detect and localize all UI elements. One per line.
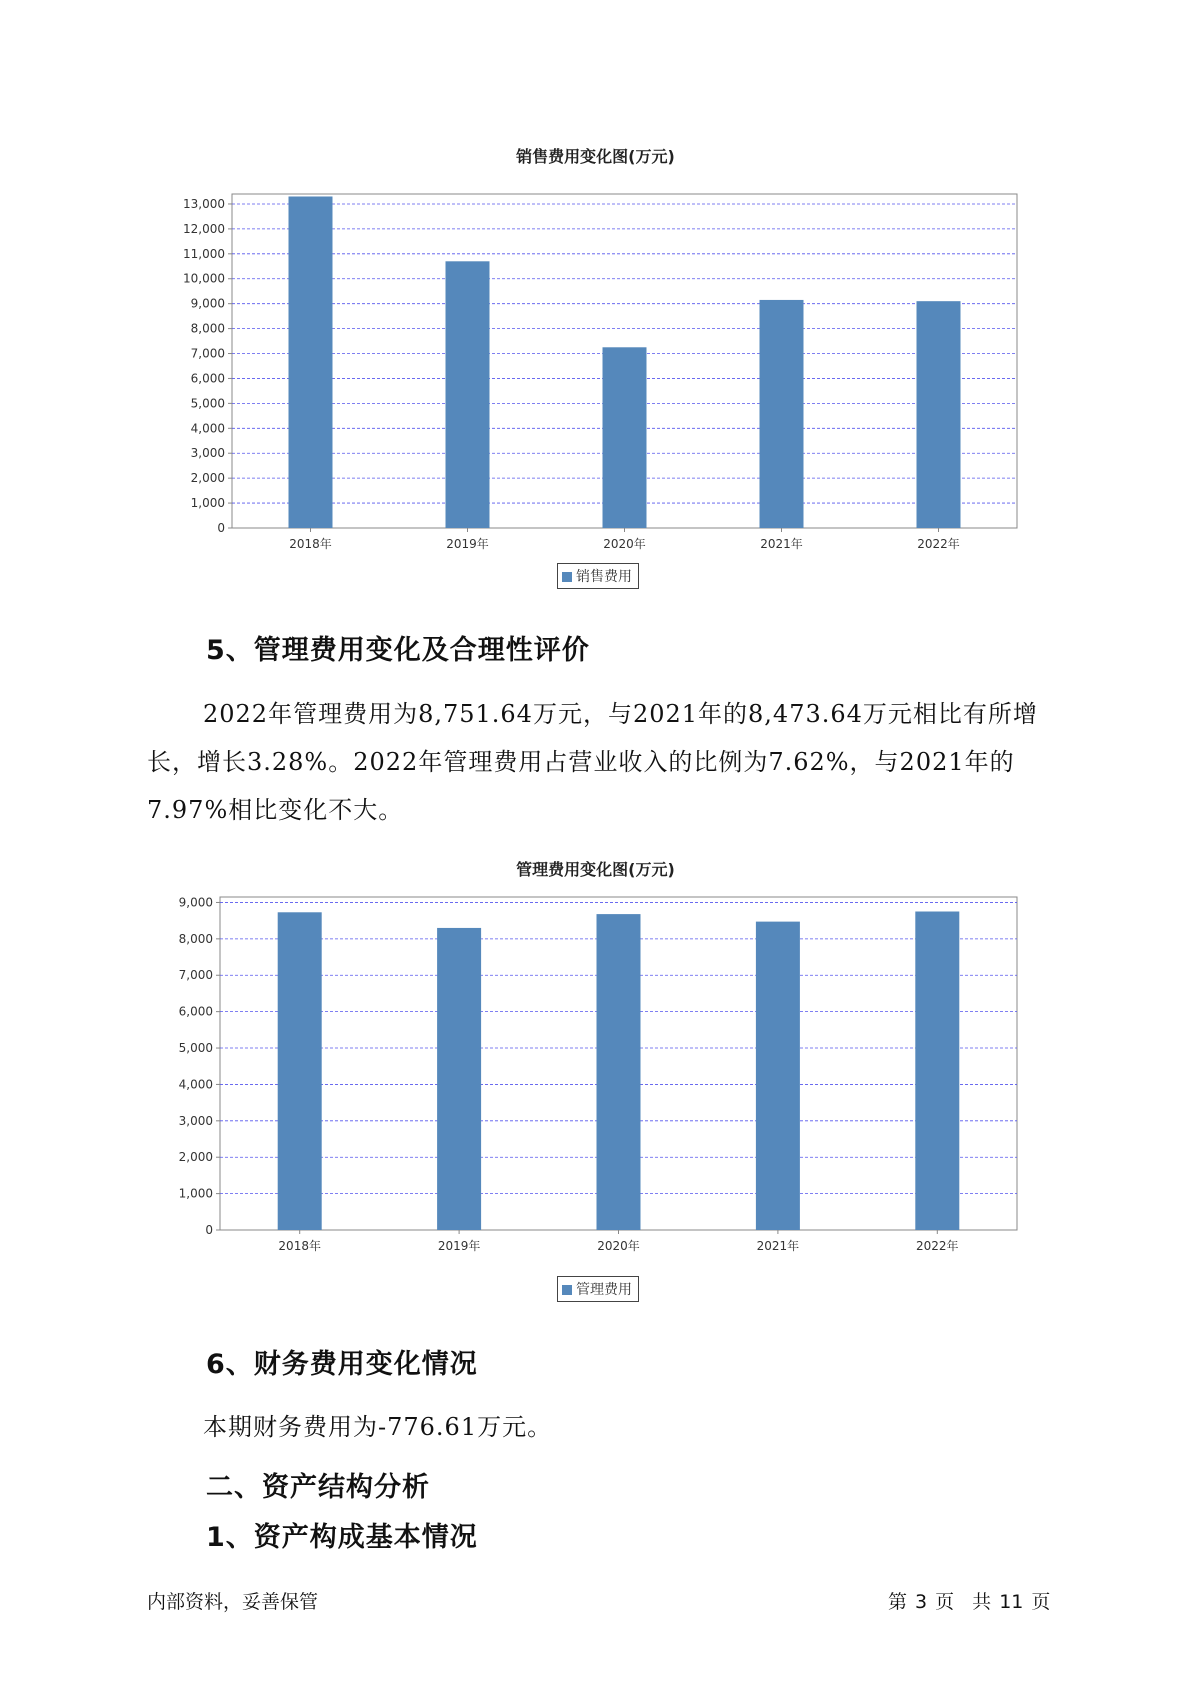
bar — [437, 928, 481, 1230]
section-6-paragraph: 本期财务费用为-776.61万元。 — [203, 1413, 553, 1441]
y-tick-label: 8,000 — [178, 931, 213, 946]
footer-total-unit: 页 — [1031, 1591, 1051, 1613]
y-tick-label: 5,000 — [190, 396, 225, 411]
footer-page-unit: 页 — [935, 1591, 955, 1613]
admin-chart-title: 管理费用变化图(万元) — [516, 860, 675, 879]
y-tick-label: 3,000 — [190, 446, 225, 461]
y-tick-label: 7,000 — [190, 346, 225, 361]
section-6-heading: 6、财务费用变化情况 — [206, 1349, 478, 1380]
x-tick-label: 2020年 — [597, 1239, 640, 1253]
footer-page-number: 3 — [915, 1591, 928, 1613]
y-tick-label: 7,000 — [178, 968, 213, 983]
bar — [915, 911, 959, 1230]
admin-chart-legend — [557, 1276, 639, 1302]
x-tick-label: 2020年 — [603, 537, 646, 551]
section-5-heading: 5、管理费用变化及合理性评价 — [206, 635, 590, 666]
y-tick-label: 9,000 — [178, 895, 213, 910]
sales-chart-title: 销售费用变化图(万元) — [516, 147, 675, 166]
y-tick-label: 4,000 — [190, 421, 225, 436]
y-tick-label: 2,000 — [190, 471, 225, 486]
y-tick-label: 1,000 — [178, 1186, 213, 1201]
y-tick-label: 10,000 — [183, 271, 225, 286]
x-tick-label: 2021年 — [756, 1239, 800, 1253]
y-tick-label: 6,000 — [190, 371, 225, 386]
bar — [278, 912, 322, 1230]
y-tick-label: 3,000 — [178, 1113, 213, 1128]
legend-swatch — [562, 1285, 572, 1295]
x-tick-label: 2021年 — [760, 537, 803, 551]
section-ii-1-heading: 1、资产构成基本情况 — [206, 1522, 478, 1553]
y-tick-label: 9,000 — [190, 296, 225, 311]
y-tick-label: 0 — [217, 521, 225, 535]
y-tick-label: 4,000 — [178, 1077, 213, 1092]
footer-total-pages: 11 — [999, 1591, 1024, 1613]
section-ii-heading: 二、资产结构分析 — [206, 1472, 430, 1503]
y-tick-label: 2,000 — [178, 1150, 213, 1165]
x-tick-label: 2018年 — [278, 1239, 321, 1253]
section-5-paragraph: 2022年管理费用为8,751.64万元，与2021年的8,473.64万元相比有所增长，增长3.28%。2022年管理费用占营业收入的比例为7.62%，与2021年的7.97%相比变化不大。 — [147, 700, 1038, 824]
footer-page-word: 第 — [888, 1591, 908, 1613]
x-tick-label: 2022年 — [916, 1239, 959, 1253]
y-tick-label: 1,000 — [190, 496, 225, 511]
footer-page-info — [884, 1587, 1054, 1614]
x-tick-label: 2018年 — [289, 537, 332, 551]
x-tick-label: 2022年 — [917, 537, 960, 551]
footer-confidential-note: 内部资料，妥善保管 — [147, 1591, 319, 1613]
legend-label-admin-expense: 管理费用 — [576, 1282, 632, 1298]
legend-label-sales-expense: 销售费用 — [576, 569, 632, 585]
y-tick-label: 13,000 — [183, 196, 225, 211]
y-tick-label: 6,000 — [178, 1004, 213, 1019]
bar — [756, 922, 800, 1230]
y-tick-label: 12,000 — [183, 221, 225, 236]
x-tick-label: 2019年 — [437, 1239, 481, 1253]
y-tick-label: 0 — [205, 1223, 213, 1237]
bar — [597, 914, 641, 1230]
y-tick-label: 8,000 — [190, 321, 225, 336]
y-tick-label: 5,000 — [178, 1041, 213, 1056]
x-tick-label: 2019年 — [446, 537, 489, 551]
y-tick-label: 11,000 — [183, 246, 225, 261]
footer-total-word: 共 — [972, 1591, 992, 1613]
